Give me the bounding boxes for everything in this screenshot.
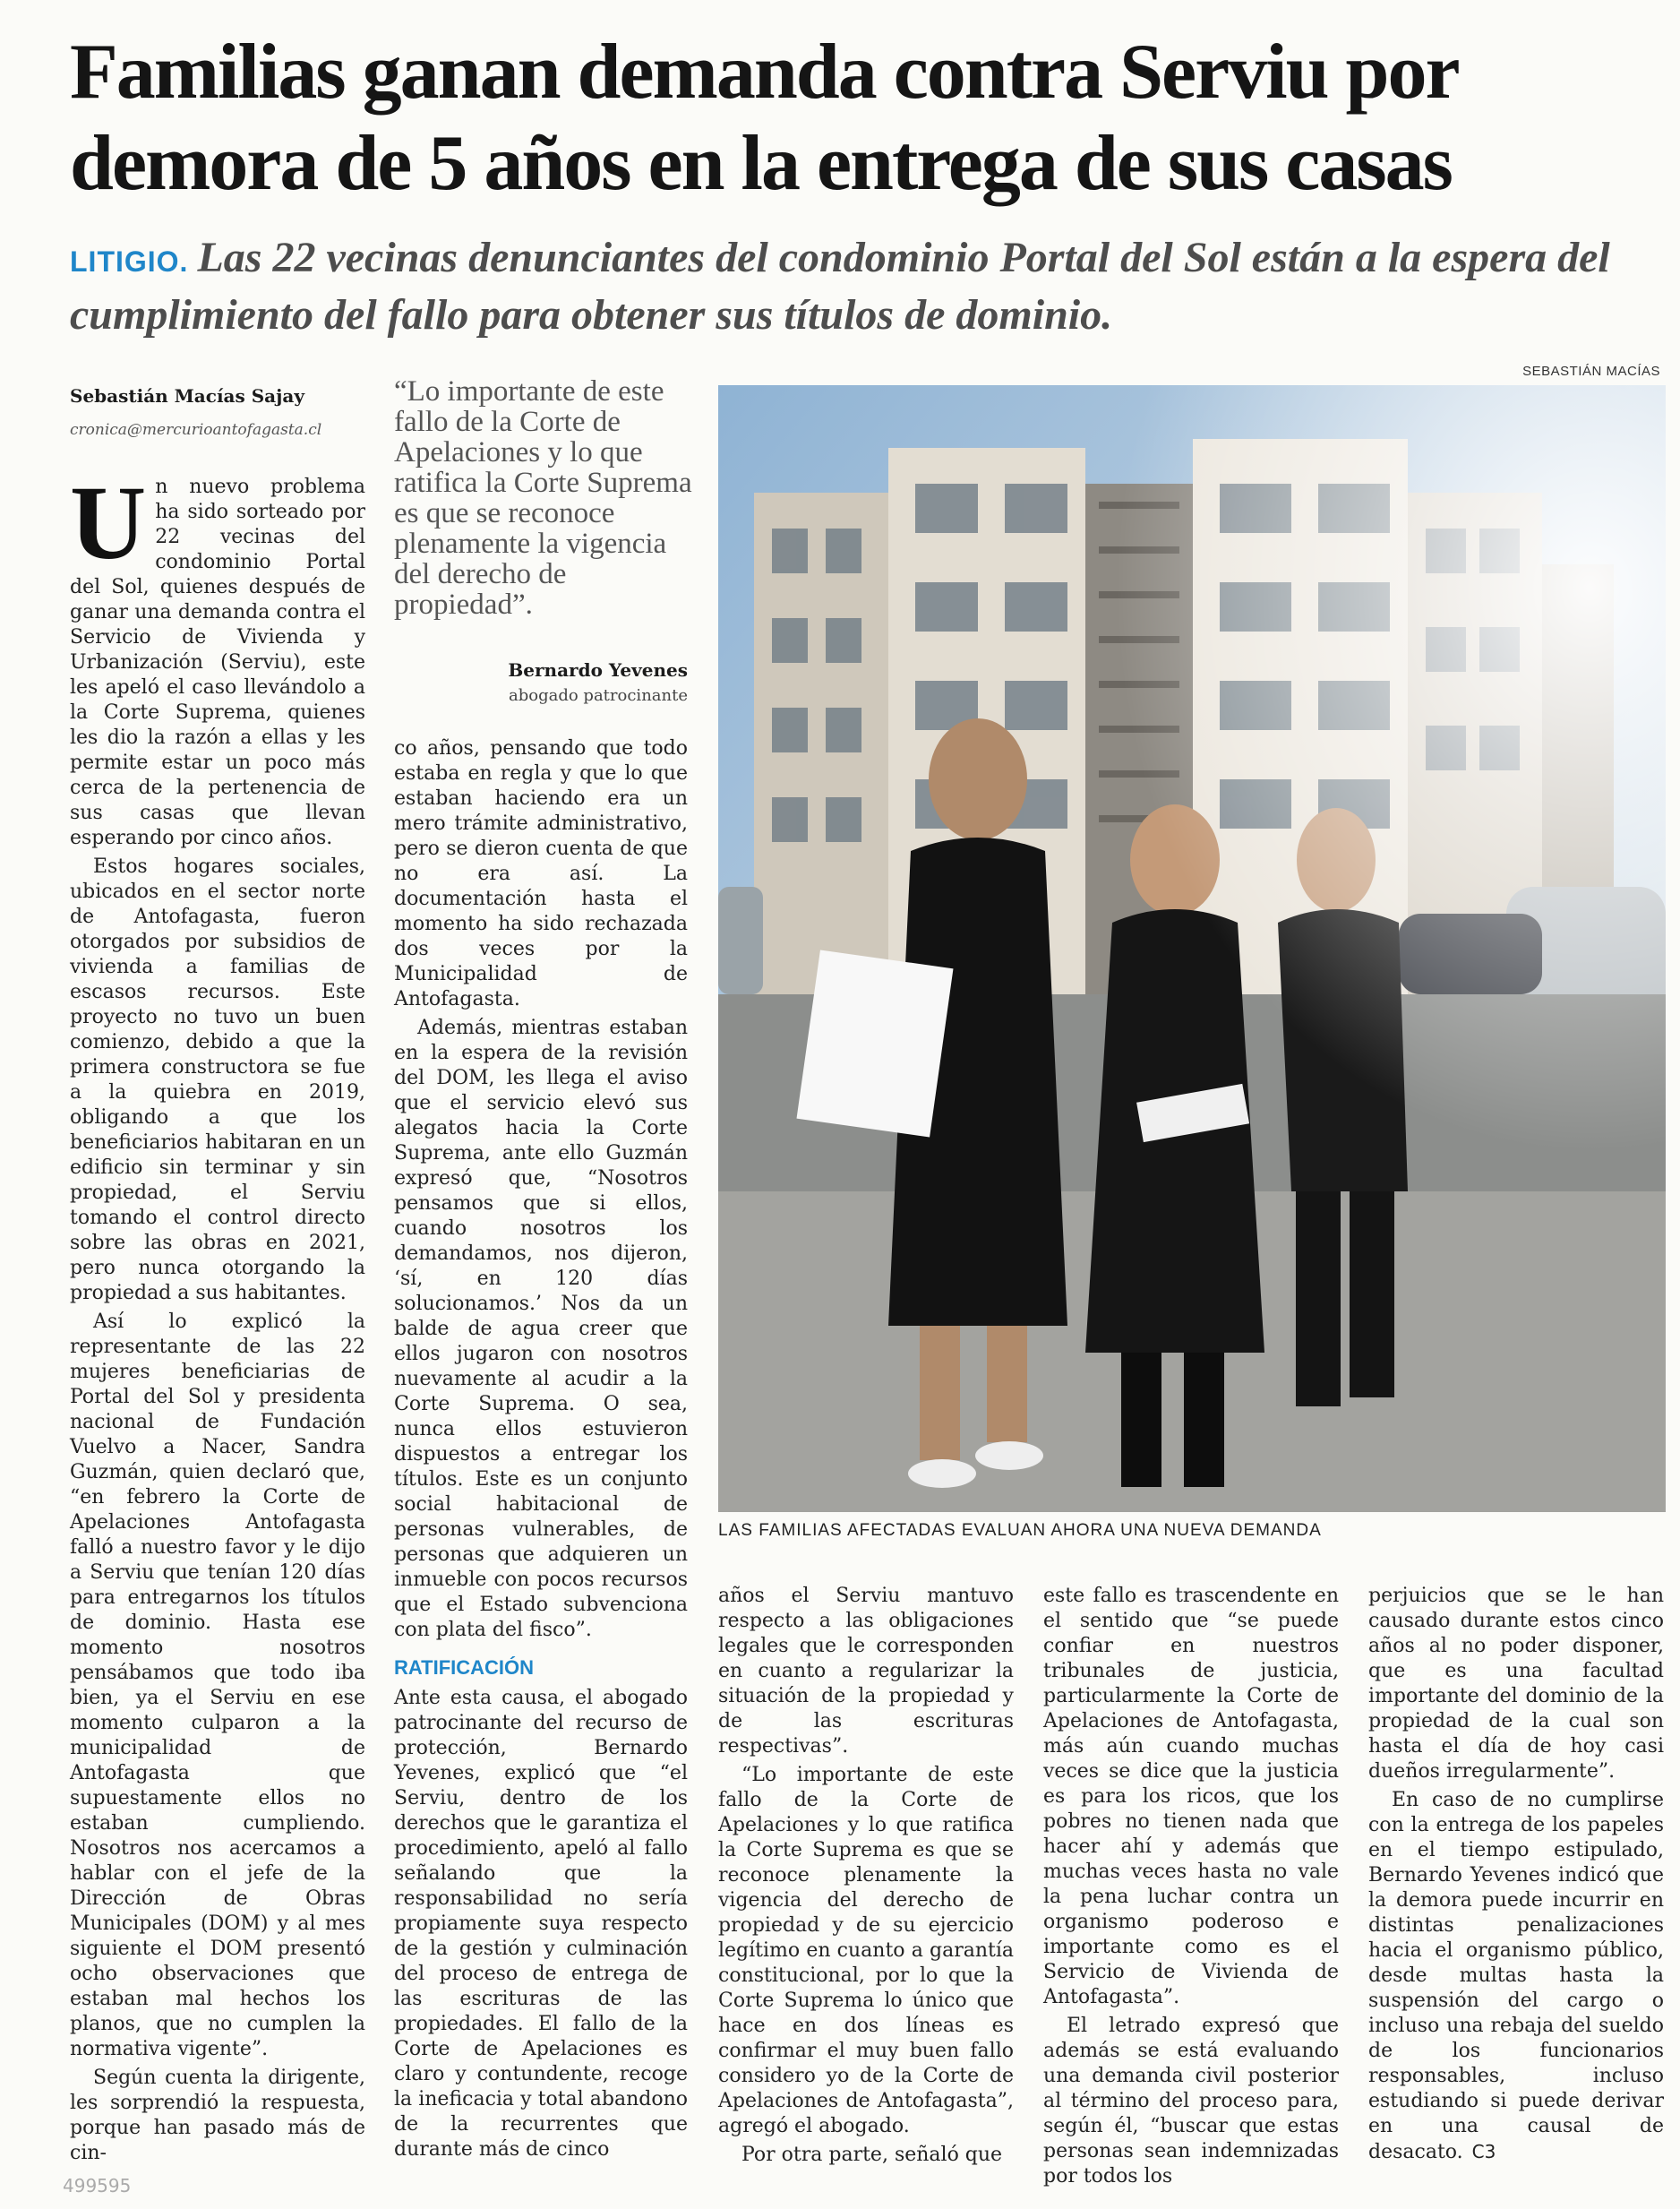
paragraph: Además, mientras estaban en la espera de la revisión del DOM, les llega el aviso que el servicio elevó sus alegatos hacia la Corte Suprema, ante ello Guzmán expresó que, “Nosotros pensamos que si ellos, cuando nosotros los demandamos, nos dijeron, ‘sí, en 120 días solucionamos.’ Nos da un balde de agua creer que ellos jugaron con nosotros nuevamente al acudir a la Corte Suprema. O sea, nunca ellos estuvieron dispuestos a entregar los títulos. Este es un conjunto social habitacional de personas vulnerables, de personas que adquieren un inmueble con pocos recursos que el Estado subvenciona con plata del fisco”. [394, 1017, 688, 1641]
paragraph: años el Serviu mantuvo respecto a las obligaciones legales que le corresponden en cuanto a regularizar la situación de la propiedad y de las escrituras respectivas”. [718, 1585, 1014, 1758]
byline: Sebastián Macías Sajay [70, 385, 304, 407]
paragraph: El letrado expresó que además se está evaluando una demanda civil posterior al término del proceso para, según él, “buscar que estas personas sean indemnizadas por todos los [1043, 2015, 1339, 2188]
paragraph: Según cuenta la dirigente, les sorprendió la respuesta, porque han pasado más de cin- [70, 2067, 365, 2164]
column-5 [1368, 1584, 1664, 2169]
photo-credit: SEBASTIÁN MACÍAS [1522, 364, 1660, 379]
paragraph: “Lo importante de este fallo de la Corte de Apelaciones y lo que ratifica la Corte Suprema es que se reconoce plenamente la vigencia del derecho de propiedad y de su ejercicio legítimo en cuanto a garantía constitucional, por lo que la Corte Suprema lo único que hace en dos líneas es confirmar el muy buen fallo considero yo de la Corte de Apelaciones de Antofagasta”, agregó el abogado. [718, 1764, 1014, 2137]
paragraph: Así lo explicó la representante de las 22 mujeres beneficiarias de Portal del Sol y presidenta nacional de Fundación Vuelvo a Nacer, Sandra Guzmán, quien declaró que, “en febrero la Corte de Apelaciones Antofagasta falló a nuestro favor y le dijo a Serviu que tenían 120 días para entregarnos los títulos de dominio. Hasta ese momento nosotros pensábamos que todo iba bien, ya el Serviu en ese momento culparon a la municipalidad de Antofagasta que supuestamente ellos no estaban cumpliendo. Nosotros nos acercamos a hablar con el jefe de la Dirección de Obras Municipales (DOM) y al mes siguiente el DOM presentó ocho observaciones que estaban mal hechos los planos, que no cumplen la normativa vigente”. [70, 1311, 365, 2060]
paragraph: Ante esta causa, el abogado patrocinante del recurso de protección, Bernardo Yevenes, explicó que “el Serviu, dentro de los derechos que le garantiza el procedimiento, apeló al fallo señalando que la responsabilidad no sería propiamente suya respecto de la gestión y culminación del proceso de entrega de las escrituras de las propiedades. El fallo de la Corte de Apelaciones es claro y contundente, recoge la ineficacia y total abandono de la recurrentes que durante más de cinco [394, 1687, 688, 2161]
headline: Familias ganan demanda contra Serviu por demora de 5 años en la entrega de sus casas [70, 29, 1457, 207]
column-4 [1043, 1584, 1339, 2193]
paragraph: perjuicios que se le han causado durante estos cinco años al no poder disponer, que es una facultad importante del dominio de la propiedad de la cual son hasta el día de hoy casi dueños irregularmente”. [1368, 1585, 1664, 1783]
page-id: 499595 [63, 2175, 132, 2196]
drop-cap: U [70, 464, 147, 581]
column-2 [394, 736, 688, 2166]
article-photo [718, 385, 1666, 1512]
end-mark: C3 [1471, 2141, 1496, 2162]
quote-role: abogado patrocinante [509, 686, 688, 705]
deck [70, 231, 1646, 342]
deck-text: Las 22 vecinas denunciantes del condominio Portal del Sol están a la espera del cumplimiento del fallo para obtener sus títulos de dominio. [70, 234, 1610, 339]
paragraph: co años, pensando que todo estaba en regla y que lo que estaban haciendo era un mero trámite administrativo, pero se dieron cuenta de que no era así. La documentación hasta el momento ha sido rechazada dos veces por la Municipalidad de Antofagasta. [394, 737, 688, 1010]
paragraph: Por otra parte, señaló que [741, 2144, 1003, 2166]
photo-caption: LAS FAMILIAS AFECTADAS EVALUAN AHORA UNA NUEVA DEMANDA [718, 1521, 1322, 1540]
quote-author: Bernardo Yevenes [508, 659, 688, 681]
author-email: cronica@mercurioantofagasta.cl [70, 421, 322, 439]
column-3 [718, 1584, 1014, 2171]
paragraph: Estos hogares sociales, ubicados en el sector norte de Antofagasta, fueron otorgados por subsidios de vivienda a familias de escasos recursos. Este proyecto no tuvo un buen comienzo, debido a que la primera constructora se fue a la quiebra en 2019, obligando a que los beneficiarios habitaran en un edificio sin terminar y sin propiedad, el Serviu tomando el control directo sobre las obras en 2021, pero nunca otorgando la propiedad a sus habitantes. [70, 855, 365, 1304]
paragraph: este fallo es trascendente en el sentido que “se puede confiar en nuestros tribunales de justicia, particularmente la Corte de Apelaciones de Antofagasta, más aún cuando muchas veces se dice que la justicia es para los ricos, que los pobres no tienen nada que hacer ahí y además que muchas veces hasta no vale la pena luchar contra un organismo poderoso e importante como es el Servicio de Vivienda de Antofagasta”. [1043, 1585, 1339, 2008]
paragraph: En caso de no cumplirse con la entrega de los papeles en el tiempo estipulado, Bernardo Yevenes indicó que la demora puede incurrir en distintas penalizaciones hacia el organismo público, desde multas hasta la suspensión del cargo o incluso una rebaja del sueldo de los funcionarios responsables, incluso estudiando si puede derivar en una causal de desacato. C3 [1368, 1789, 1664, 2163]
lead-paragraph: Un nuevo problema ha sido sorteado por 22 vecinas del condominio Portal del Sol, quienes después de ganar una demanda contra el Servicio de Vivienda y Urbanización (Serviu), este les apeló el caso llevándolo a la Corte Suprema, quienes les dio la razón a ellas y les permite estar un poco más cerca de la pertenencia de sus casas que llevan esperando por cinco años. [70, 464, 365, 849]
pull-quote: “Lo importante de este fallo de la Corte de Apelaciones y lo que ratifica la Corte Suprema es que se reconoce plenamente la vigencia del derecho de propiedad”. [394, 375, 692, 621]
kicker: LITIGIO. [70, 245, 189, 278]
subhead-ratificacion: RATIFICACIÓN [394, 1656, 535, 1679]
column-1 [70, 464, 365, 2170]
photo-illustration [718, 385, 1666, 1512]
